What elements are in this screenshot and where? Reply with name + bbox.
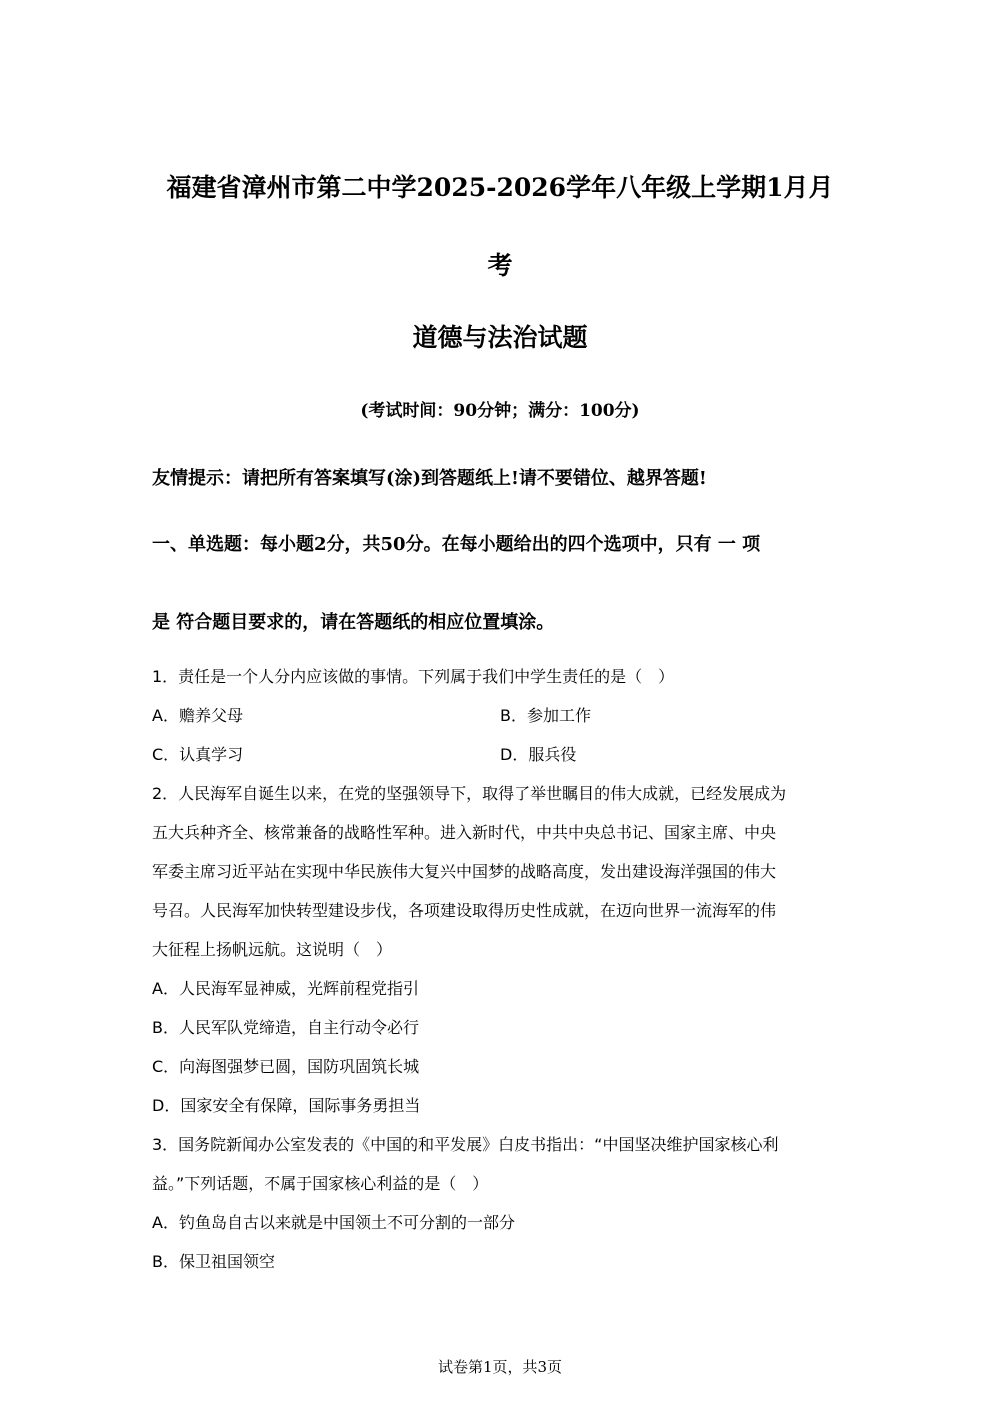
question-2-stem-line: 2．人民海军自诞生以来，在党的坚强领导下，取得了举世瞩目的伟大成就，已经发展成为: [152, 784, 787, 803]
question-3-option-a: A．钓鱼岛自古以来就是中国领土不可分割的一部分: [152, 1213, 515, 1232]
section1-heading-line1: 一、单选题：每小题2分，共50分。在每小题给出的四个选项中，只有 一 项: [152, 534, 761, 555]
question-2-option-c: C．向海图强梦已圆，国防巩固筑长城: [152, 1057, 420, 1076]
question-2-option-d: D．国家安全有保障，国际事务勇担当: [152, 1096, 421, 1115]
question-2-option-b: B．人民军队党缔造，自主行动令必行: [152, 1018, 419, 1037]
question-2-stem-line: 大征程上扬帆远航。这说明（ ）: [152, 940, 393, 959]
question-1-option-c: C．认真学习: [152, 745, 244, 764]
question-3-stem-line: 3．国务院新闻办公室发表的《中国的和平发展》白皮书指出：“中国坚决维护国家核心利: [152, 1135, 779, 1154]
exam-info: (考试时间：90分钟；满分：100分): [360, 401, 640, 421]
question-1-option-b: B．参加工作: [500, 706, 591, 725]
question-1-option-d: D．服兵役: [500, 745, 577, 764]
question-2-stem-line: 五大兵种齐全、核常兼备的战略性军种。进入新时代，中共中央总书记、国家主席、中央: [152, 823, 777, 842]
exam-title-line2: 考: [487, 251, 513, 280]
subject-title: 道德与法治试题: [412, 323, 588, 352]
page-footer: 试卷第1页，共3页: [437, 1358, 563, 1376]
question-1-stem: 1．责任是一个人分内应该做的事情。下列属于我们中学生责任的是（ ）: [152, 667, 675, 686]
question-2-stem-line: 军委主席习近平站在实现中华民族伟大复兴中国梦的战略高度，发出建设海洋强国的伟大: [152, 862, 777, 881]
notice-text: 友情提示：请把所有答案填写(涂)到答题纸上!请不要错位、越界答题!: [152, 468, 707, 489]
question-3-stem-line: 益。”下列话题，不属于国家核心利益的是（ ）: [152, 1174, 489, 1193]
question-2-option-a: A．人民海军显神威，光辉前程党指引: [152, 979, 419, 998]
question-1-option-a: A．赡养父母: [152, 706, 243, 725]
exam-title-line1: 福建省漳州市第二中学2025-2026学年八年级上学期1月月: [166, 173, 834, 202]
section1-heading-line2: 是 符合题目要求的，请在答题纸的相应位置填涂。: [152, 612, 555, 633]
question-2-stem-line: 号召。人民海军加快转型建设步伐，各项建设取得历史性成就，在迈向世界一流海军的伟: [152, 901, 777, 920]
question-3-option-b: B．保卫祖国领空: [152, 1252, 275, 1271]
